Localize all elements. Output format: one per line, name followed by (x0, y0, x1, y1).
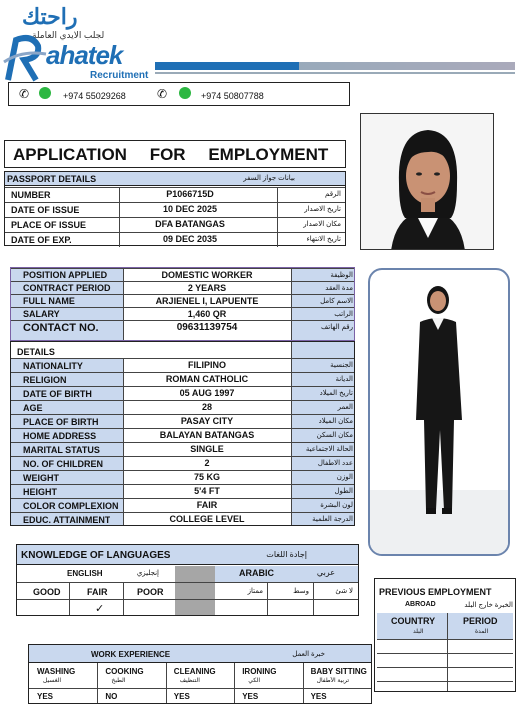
work-heading: WORK EXPERIENCE (91, 650, 171, 659)
passport-label: DATE OF ISSUE (11, 205, 80, 215)
work-item-label: CLEANING (173, 667, 216, 676)
row-divider (11, 414, 354, 415)
position-label: CONTACT NO. (23, 322, 99, 334)
header-rule (155, 62, 515, 70)
languages-heading-ar: إجادة اللغات (266, 550, 307, 559)
passport-value: P1066715D (166, 189, 214, 199)
details-label-ar: الجنسية (330, 362, 353, 369)
row-divider (11, 386, 354, 387)
previous-employment-section (374, 578, 516, 692)
work-item-value: YES (242, 692, 259, 701)
col-divider (291, 268, 292, 340)
work-item-value: YES (37, 692, 54, 701)
details-value: ROMAN CATHOLIC (165, 374, 249, 384)
work-item-value: YES (310, 692, 327, 701)
details-label: HOME ADDRESS (23, 431, 97, 441)
position-value: DOMESTIC WORKER (161, 270, 253, 280)
passport-section (4, 171, 346, 246)
work-item-label-ar: التنظيف (179, 678, 200, 684)
details-label: NO. OF CHILDREN (23, 459, 103, 469)
details-label-ar: الوزن (336, 474, 353, 481)
details-label-ar: عدد الاطفال (317, 460, 353, 467)
country-header: COUNTRY (391, 616, 436, 626)
passport-heading: PASSPORT DETAILS (7, 174, 97, 184)
work-item-value: NO (105, 692, 118, 701)
row-divider (11, 372, 354, 373)
logo-arabic: راحتك (22, 4, 78, 30)
headshot-photo (360, 113, 494, 250)
languages-section (16, 544, 359, 616)
details-label: EDUC. ATTAINMENT (23, 515, 111, 525)
work-item-label-ar: تربية الأطفال (316, 678, 350, 684)
position-label: POSITION APPLIED (23, 270, 108, 280)
col-divider (123, 358, 124, 525)
period-header: PERIOD (463, 616, 498, 626)
details-heading: DETAILS (17, 347, 55, 357)
level-good: GOOD (33, 587, 61, 597)
row-divider (11, 442, 354, 443)
details-label-ar: مكان الميلاد (318, 418, 353, 425)
details-label: WEIGHT (23, 473, 59, 483)
details-label: PLACE OF BIRTH (23, 417, 99, 427)
details-label-ar: تاريخ الميلاد (319, 390, 353, 397)
details-value: FILIPINO (188, 360, 226, 370)
passport-label-ar: مكان الاصدار (303, 221, 341, 228)
position-value: 09631139754 (176, 322, 238, 333)
logo-name: ahatek (46, 40, 123, 70)
work-item-label: BABY SITTING (310, 667, 367, 676)
row-divider (5, 202, 345, 203)
person-headshot-icon (361, 114, 494, 250)
header-rule-thin (155, 72, 515, 74)
passport-label: NUMBER (11, 190, 51, 200)
passport-heading-ar: بيانات جواز السفر (243, 175, 295, 182)
details-section (10, 341, 355, 526)
col-divider (123, 268, 124, 340)
position-label: FULL NAME (23, 296, 75, 306)
row-divider (11, 268, 354, 269)
row-divider (5, 187, 345, 188)
passport-value: DFA BATANGAS (155, 219, 225, 229)
details-label-ar: الديانة (335, 376, 353, 383)
work-item-label-ar: الكي (248, 678, 260, 684)
level-good-ar: ممتاز (247, 588, 263, 595)
details-label-ar: الحالة الاجتماعية (305, 446, 353, 453)
col-divider (277, 187, 278, 247)
position-label-ar: رقم الهاتف (321, 324, 353, 331)
previous-abroad: ABROAD (405, 601, 436, 608)
phone-icon: ✆ (157, 87, 168, 101)
position-value: 1,460 QR (187, 309, 227, 319)
work-heading-ar: خبرة العمل (292, 651, 325, 658)
position-label: CONTRACT PERIOD (23, 283, 111, 293)
row-divider (5, 217, 345, 218)
col-divider (119, 187, 120, 247)
passport-label-ar: الرقم (325, 191, 341, 198)
details-value: COLLEGE LEVEL (169, 514, 245, 524)
position-label-ar: الراتب (334, 311, 353, 318)
details-label-ar: الدرجة العلمية (312, 516, 353, 523)
details-value: PASAY CITY (180, 416, 234, 426)
passport-value: 10 DEC 2025 (162, 204, 218, 214)
position-value: 2 YEARS (187, 283, 227, 293)
passport-label-ar: تاريخ الاصدار (304, 206, 341, 213)
work-item-label-ar: الطبخ (111, 678, 126, 684)
details-value: FAIR (196, 500, 218, 510)
row-divider (11, 294, 354, 295)
phone-icon: ✆ (19, 87, 30, 101)
work-item-label-ar: الغسيل (43, 678, 62, 684)
full-body-photo (368, 268, 510, 556)
passport-label-ar: تاريخ الانتهاء (306, 236, 341, 243)
page-title: APPLICATION FOR EMPLOYMENT (4, 140, 346, 168)
work-experience-section (28, 644, 372, 704)
grey-divider-block (175, 566, 215, 615)
level-poor: POOR (137, 587, 164, 597)
languages-heading: KNOWLEDGE OF LANGUAGES (21, 550, 171, 561)
phone-bar (8, 82, 350, 106)
period-header-ar: المدة (475, 629, 489, 635)
row-divider (11, 428, 354, 429)
details-label: AGE (23, 403, 43, 413)
details-label: COLOR COMPLEXION (23, 501, 119, 511)
phone-number-2: +974 50807788 (201, 91, 264, 101)
row-divider (11, 498, 354, 499)
details-value: 28 (201, 402, 212, 412)
english-fair-check: ✓ (95, 603, 105, 615)
passport-label: DATE OF EXP. (11, 235, 72, 245)
row-divider (11, 512, 354, 513)
country-header-ar: البلد (413, 629, 424, 635)
details-value: SINGLE (190, 444, 224, 454)
details-label: RELIGION (23, 375, 67, 385)
position-value: ARJIENEL I, LAPUENTE (155, 296, 259, 306)
logo (2, 4, 162, 82)
passport-value: 09 DEC 2035 (162, 234, 218, 244)
work-item-label: IRONING (242, 667, 277, 676)
position-label-ar: الاسم كامل (320, 298, 353, 305)
whatsapp-icon (179, 87, 191, 99)
col-divider (234, 663, 235, 703)
logo-sub: Recruitment (90, 70, 149, 81)
row-divider (11, 400, 354, 401)
english-header: ENGLISH إنجليزي (67, 569, 159, 578)
row-divider (11, 470, 354, 471)
details-label-ar: الطول (334, 488, 353, 495)
position-label-ar: الوظيفة (330, 272, 353, 279)
arabic-header: ARABIC عربي (215, 566, 358, 582)
details-label-ar: لون البشرة (320, 502, 353, 509)
whatsapp-icon (39, 87, 51, 99)
logo-r-icon (2, 32, 50, 84)
row-divider (11, 281, 354, 282)
col-divider (97, 663, 98, 703)
details-label: DATE OF BIRTH (23, 389, 92, 399)
person-full-body-icon (370, 270, 510, 556)
col-divider (291, 342, 292, 525)
row-divider (29, 688, 371, 689)
details-label: NATIONALITY (23, 361, 83, 371)
row-divider (11, 307, 354, 308)
position-label-ar: مدة العقد (325, 285, 353, 292)
col-divider (303, 663, 304, 703)
details-value: 75 KG (193, 472, 220, 482)
details-label-ar: العمر (337, 404, 353, 411)
position-label: SALARY (23, 309, 60, 319)
level-fair-ar: وسط (293, 588, 309, 595)
details-value: 2 (204, 458, 210, 468)
work-item-label: COOKING (105, 667, 144, 676)
level-poor-ar: لا شئ (335, 588, 353, 595)
col-divider (166, 663, 167, 703)
phone-number-1: +974 55029268 (63, 91, 126, 101)
details-label-ar: مكان السكن (316, 432, 353, 439)
work-item-label: WASHING (37, 667, 76, 676)
passport-label: PLACE OF ISSUE (11, 220, 87, 230)
logo-arabic-tagline: لجلب الايدي العاملة (32, 30, 105, 40)
row-divider (11, 484, 354, 485)
details-value: 05 AUG 1997 (179, 388, 235, 398)
position-section (10, 267, 355, 341)
details-label: HEIGHT (23, 487, 58, 497)
details-label: MARITAL STATUS (23, 445, 100, 455)
row-divider (11, 358, 354, 359)
previous-abroad-ar: الخبرة خارج البلد (464, 602, 513, 609)
level-fair: FAIR (87, 587, 108, 597)
row-divider (5, 232, 345, 233)
work-item-value: YES (173, 692, 190, 701)
details-value: BALAYAN BATANGAS (159, 430, 255, 440)
previous-heading: PREVIOUS EMPLOYMENT (379, 587, 492, 597)
row-divider (11, 320, 354, 321)
row-divider (11, 456, 354, 457)
details-value: 5'4 FT (194, 486, 220, 496)
